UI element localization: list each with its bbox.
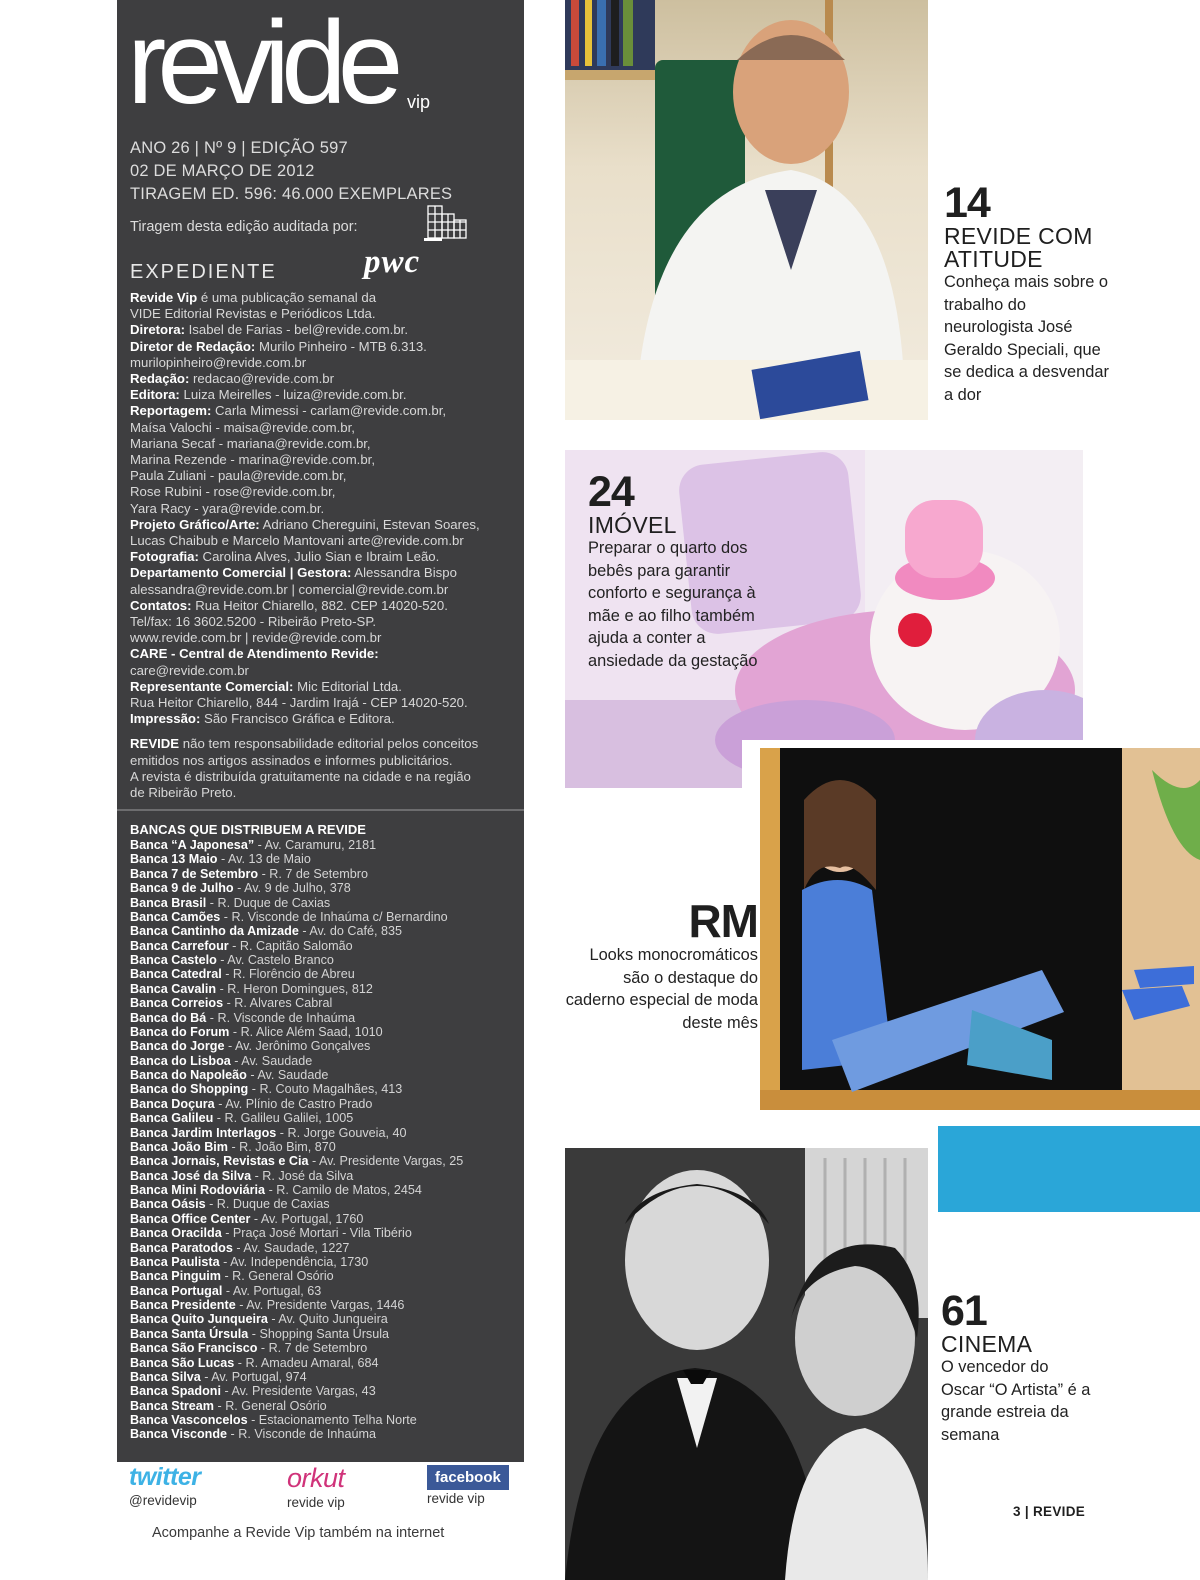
banca-name: Banca do Napoleão [130,1068,247,1082]
banca-address: - R. Alice Além Saad, 1010 [229,1024,383,1039]
banca-list-item [130,1284,520,1298]
disclaimer-line [130,769,520,785]
expediente-line [130,679,520,695]
banca-name: Banca Doçura [130,1096,215,1111]
disclaimer-line [130,753,520,769]
expediente-line [130,306,520,322]
expediente-line-text: murilopinheiro@revide.com.br [130,354,307,370]
facebook-handle: revide vip [427,1491,485,1506]
doctor-photo [565,0,928,420]
banca-address: - R. Visconde de Inhaúma [206,1010,356,1025]
twitter-logo[interactable]: twitter [129,1463,201,1491]
orkut-block[interactable] [287,1463,345,1510]
expediente-line [130,501,520,517]
expediente-line-text: Rose Rubini - rose@revide.com.br, [130,484,336,500]
banca-address: - R. Visconde de Inhaúma c/ Bernardino [220,909,448,924]
disclaimer-line-text: de Ribeirão Preto. [130,785,237,801]
banca-list-item [130,924,520,938]
feature-heading: CINEMA [941,1331,1033,1357]
banca-name: Banca Oásis [130,1197,206,1212]
banca-address: - Av. Presidente Vargas, 43 [220,1384,376,1399]
banca-list-item [130,996,520,1010]
banca-address: - R. 7 de Setembro [258,866,368,881]
expediente-line [130,484,520,500]
banca-address: - R. José da Silva [251,1168,354,1183]
banca-list-item [130,852,520,866]
banca-address: - R. Florêncio de Abreu [221,967,355,982]
expediente-disclaimer [130,736,520,801]
expediente-line [130,630,520,646]
banca-name: Banca 13 Maio [130,852,218,867]
banca-address: - Av. do Café, 835 [298,924,403,939]
banca-name: Banca Mini Rodoviária [130,1183,266,1197]
date-line: 02 DE MARÇO DE 2012 [130,162,315,180]
banca-name: Banca Pinguim [130,1269,221,1284]
banca-list-item [130,838,520,852]
banca-list-item [130,1140,520,1154]
expediente-lines [130,290,520,727]
banca-address: - R. Amadeu Amaral, 684 [234,1355,379,1370]
expediente-line-label: Reportagem: [130,403,212,419]
expediente-line [130,403,520,419]
feature-description: Conheça mais sobre o trabalho do neurologista José Geraldo Speciali, que se dedica a desvendar a dor [944,273,1109,404]
expediente-line-label: Redação: [130,371,190,387]
expediente-line-label: Representante Comercial: [130,678,294,694]
banca-list-item [130,1341,520,1355]
expediente-line-text: Carolina Alves, Julio Sian e Ibraim Leão. [198,549,440,565]
banca-address: - R. João Bim, 870 [227,1139,336,1154]
disclaimer-line-text: não tem responsabilidade editorial pelos conceitos [179,736,479,752]
banca-name: Banca Visconde [130,1427,228,1442]
banca-name: Banca Correios [130,996,224,1011]
banca-address: - Av. Castelo Branco [216,953,334,967]
banca-name: Banca Jornais, Revistas e Cia [130,1154,309,1169]
banca-list-item [130,1212,520,1226]
banca-name: Banca São Francisco [130,1341,258,1356]
banca-list-item [130,1197,520,1211]
banca-list-item [130,1241,520,1255]
banca-list-item [130,1097,520,1111]
expediente-line-text: care@revide.com.br [130,662,249,678]
expediente-line-label: Diretor de Redação: [130,338,256,354]
banca-address: - R. Duque de Caxias [206,895,331,910]
doctor-illustration [565,0,928,420]
expediente-line-text: Carla Mimessi - carlam@revide.com.br, [211,403,447,419]
expediente-line-text: Rua Heitor Chiarello, 844 - Jardim Irajá - CEP 14020-520. [130,695,468,711]
expediente-line-text: Alessandra Bispo [351,565,457,581]
expediente-line [130,387,520,403]
banca-name: Banca Castelo [130,953,217,967]
banca-name: Banca José da Silva [130,1168,252,1183]
expediente-line-text: Luiza Meirelles - luiza@revide.com.br. [179,387,407,403]
revide-vip-sub-logo: vip [407,92,431,112]
left-info-column [117,0,524,1462]
expediente-line-text: São Francisco Gráfica e Editora. [200,711,395,727]
banca-list-item [130,1427,520,1441]
expediente-line [130,549,520,565]
banca-name: Banca 7 de Setembro [130,866,259,881]
banca-address: - Shopping Santa Úrsula [248,1326,390,1341]
expediente-line [130,663,520,679]
feature-page-number: 14 [944,179,990,227]
banca-address: - Av. Portugal, 974 [200,1369,307,1384]
expediente-line-label: Revide Vip [130,290,198,305]
banca-list-item [130,1025,520,1039]
expediente-line [130,468,520,484]
banca-address: - Av. Portugal, 63 [222,1283,322,1298]
expediente-line [130,646,520,662]
page-number: 3 | REVIDE [1013,1504,1086,1519]
feature-description: Preparar o quarto dos bebês para garantir conforto e segurança à mãe e ao filho também ajuda a conter a ansiedade da gestação [588,539,758,670]
banca-address: - R. Visconde de Inhaúma [227,1427,376,1442]
expediente-line [130,582,520,598]
banca-name: Banca Catedral [130,967,222,982]
banca-address: - Av. Presidente Vargas, 25 [308,1154,464,1169]
expediente-line-label: Editora: [130,387,180,403]
expediente-line [130,695,520,711]
expediente-line-text: alessandra@revide.com.br | comercial@revide.com.br [130,581,449,597]
banca-address: - Av. 13 de Maio [217,852,311,867]
twitter-handle: @revidevip [129,1493,197,1508]
banca-name: Banca do Forum [130,1024,230,1039]
expediente-line-text: VIDE Editorial Revistas e Periódicos Ltda. [130,306,376,322]
twitter-block[interactable] [129,1463,201,1508]
banca-address: - Av. 9 de Julho, 378 [233,881,351,896]
banca-list-item [130,1413,520,1427]
expediente-line-label: Projeto Gráfico/Arte: [130,516,260,532]
banca-address: - R. General Osório [220,1269,334,1284]
expediente-line-text: Paula Zuliani - paula@revide.com.br, [130,468,347,484]
banca-name: Banca “A Japonesa” [130,838,255,852]
banca-list-item [130,1054,520,1068]
feature-revide-com-atitude[interactable] [944,179,1114,406]
banca-name: Banca Galileu [130,1111,214,1126]
banca-name: Banca Oracilda [130,1226,222,1241]
bancas-title: BANCAS QUE DISTRIBUEM A REVIDE [130,822,366,837]
expediente-line-text: Mic Editorial Ltda. [293,678,402,694]
banca-name: Banca do Lisboa [130,1053,231,1068]
banca-address: - Av. Caramuru, 2181 [254,838,377,852]
follow-online-text: Acompanhe a Revide Vip também na internet [152,1525,445,1541]
banca-list-item [130,1039,520,1053]
banca-name: Banca Camões [130,909,221,924]
expediente-body [130,290,520,801]
feature-heading: IMÓVEL [588,512,677,538]
banca-name: Banca Stream [130,1398,214,1413]
feature-description: O vencedor do Oscar “O Artista” é a grande estreia da semana [941,1358,1091,1444]
circulation-line: TIRAGEM ED. 596: 46.000 EXEMPLARES [130,185,453,203]
banca-name: Banca Paulista [130,1254,220,1269]
banca-list-item [130,1269,520,1283]
banca-list-item [130,953,520,967]
expediente-line-label: Fotografia: [130,549,199,565]
banca-name: Banca do Bá [130,1010,207,1025]
expediente-line [130,565,520,581]
banca-address: - Av. Jerônimo Gonçalves [224,1039,371,1054]
banca-list-item [130,881,520,895]
banca-list-item [130,1169,520,1183]
banca-list-item [130,867,520,881]
expediente-line-text: Rua Heitor Chiarello, 882. CEP 14020-520. [191,597,448,613]
banca-list-item [130,1327,520,1341]
expediente-line [130,452,520,468]
banca-address: - R. Heron Domingues, 812 [216,981,373,996]
banca-address: - R. Camilo de Matos, 2454 [265,1183,422,1197]
facebook-block[interactable] [427,1463,509,1506]
banca-address: - Av. Plínio de Castro Prado [214,1096,373,1111]
revide-logo: revide [127,0,395,129]
section-divider [117,809,524,811]
expediente-line-text: Maísa Valochi - maisa@revide.com.br, [130,419,355,435]
disclaimer-line [130,736,520,752]
banca-name: Banca João Bim [130,1139,228,1154]
expediente-line-text: redacao@revide.com.br [189,371,334,387]
banca-list-item [130,1298,520,1312]
banca-list-item [130,967,520,981]
cinema-photo [565,1148,928,1580]
feature-heading: REVIDE COM ATITUDE [944,223,1093,272]
banca-list-item [130,1384,520,1398]
feature-page-number: 61 [941,1287,987,1335]
expediente-line-text: Adriano Chereguini, Estevan Soares, [259,516,480,532]
expediente-line [130,290,520,306]
audit-line: Tiragem desta edição auditada por: [130,219,358,235]
feature-cinema[interactable] [941,1287,1091,1446]
banca-list-item [130,1183,520,1197]
expediente-line-label: CARE - Central de Atendimento Revide: [130,646,379,662]
feature-imovel[interactable] [588,468,758,672]
expediente-line [130,517,520,533]
banca-list-item [130,1126,520,1140]
banca-address: - Praça José Mortari - Vila Tibério [221,1226,412,1241]
expediente-line-text: é uma publicação semanal da [197,290,377,305]
expediente-title: EXPEDIENTE [130,261,277,283]
feature-page-number: 24 [588,468,634,516]
expediente-line [130,420,520,436]
banca-address: - Av. Saudade [246,1068,329,1082]
expediente-line [130,614,520,630]
banca-name: Banca Santa Úrsula [130,1326,249,1341]
banca-address: - Av. Presidente Vargas, 1446 [235,1298,405,1312]
banca-name: Banca Office Center [130,1211,251,1226]
banca-name: Banca Spadoni [130,1384,221,1399]
banca-name: Banca Cavalin [130,981,217,996]
banca-list-item [130,1082,520,1096]
disclaimer-line-text: emitidos nos artigos assinados e informes publicitários. [130,752,453,768]
orkut-logo[interactable]: orkut [287,1463,345,1493]
banca-list-item [130,1312,520,1326]
issue-meta [130,137,452,206]
banca-list-item [130,982,520,996]
banca-address: - R. Capitão Salomão [228,938,353,953]
expediente-line-text: www.revide.com.br | revide@revide.com.br [130,630,382,646]
banca-list-item [130,939,520,953]
expediente-line-label: Impressão: [130,711,201,727]
banca-list-item [130,1226,520,1240]
expediente-line [130,371,520,387]
feature-rm[interactable] [560,895,758,1034]
expediente-line [130,711,520,727]
banca-list-item [130,1111,520,1125]
banca-name: Banca Portugal [130,1283,223,1298]
banca-list-item [130,1068,520,1082]
banca-list-item [130,1370,520,1384]
expediente-line-text: Lucas Chaibub e Marcelo Mantovani arte@revide.com.br [130,533,464,549]
facebook-logo[interactable]: facebook [427,1465,509,1490]
banca-name: Banca Presidente [130,1298,236,1312]
cinema-illustration [565,1148,928,1580]
banca-address: - R. 7 de Setembro [257,1341,368,1356]
expediente-line-label: Diretora: [130,322,185,338]
expediente-line [130,322,520,338]
banca-address: - Av. Independência, 1730 [219,1254,369,1269]
banca-name: Banca Cantinho da Amizade [130,924,299,939]
banca-address: - R. Jorge Gouveia, 40 [276,1125,407,1140]
expediente-line [130,533,520,549]
expediente-line [130,355,520,371]
feature-description: Looks monocromáticos são o destaque do caderno especial de moda deste mês [565,946,758,1032]
banca-address: - Av. Saudade [230,1053,313,1068]
banca-address: - R. General Osório [214,1398,327,1413]
banca-list-item [130,1154,520,1168]
bancas-list [130,838,520,1442]
banca-name: Banca Silva [130,1369,201,1384]
feature-section-tag: RM [688,895,758,947]
banca-name: Banca Paratodos [130,1240,233,1255]
expediente-line-text: Yara Racy - yara@revide.com.br. [130,500,325,516]
banca-list-item [130,1399,520,1413]
banca-name: Banca Vasconcelos [130,1413,248,1427]
issue-line: ANO 26 | Nº 9 | EDIÇÃO 597 [130,139,348,157]
pwc-logo: pwc [364,244,421,280]
banca-address: - R. Galileu Galilei, 1005 [213,1111,354,1126]
expediente-line-label: Departamento Comercial | Gestora: [130,565,352,581]
banca-address: - R. Duque de Caxias [205,1197,330,1212]
banca-address: - R. Couto Magalhães, 413 [248,1082,403,1097]
pwc-building-icon [424,204,470,242]
expediente-line-text: Isabel de Farias - bel@revide.com.br. [184,322,408,338]
banca-address: - R. Alvares Cabral [223,996,333,1011]
banca-name: Banca São Lucas [130,1355,235,1370]
banca-list-item [130,1255,520,1269]
disclaimer-line-label: REVIDE [130,736,180,752]
expediente-line-text: Marina Rezende - marina@revide.com.br, [130,452,375,468]
banca-address: - Av. Portugal, 1760 [250,1211,364,1226]
banca-name: Banca 9 de Julho [130,881,234,896]
expediente-line-text: Tel/fax: 16 3602.5200 - Ribeirão Preto-SP. [130,614,377,630]
banca-address: - Av. Saudade, 1227 [232,1240,350,1255]
banca-list-item [130,910,520,924]
banca-list-item [130,1356,520,1370]
banca-name: Banca Brasil [130,895,207,910]
banca-name: Banca Jardim Interlagos [130,1125,277,1140]
banca-list-item [130,896,520,910]
expediente-line [130,598,520,614]
expediente-line [130,339,520,355]
banca-name: Banca Quito Junqueira [130,1312,268,1327]
expediente-line-text: Mariana Secaf - mariana@revide.com.br, [130,435,371,451]
disclaimer-line-text: A revista é distribuída gratuitamente na cidade e na região [130,768,471,784]
banca-name: Banca do Jorge [130,1039,225,1054]
banca-name: Banca do Shopping [130,1082,249,1097]
expediente-line-text: Murilo Pinheiro - MTB 6.313. [255,338,427,354]
expediente-line-label: Contatos: [130,597,192,613]
expediente-line [130,436,520,452]
orkut-handle: revide vip [287,1495,345,1510]
banca-address: - Estacionamento Telha Norte [247,1413,417,1427]
banca-address: - Av. Quito Junqueira [267,1312,388,1327]
disclaimer-line [130,785,520,801]
banca-list-item [130,1011,520,1025]
banca-name: Banca Carrefour [130,938,229,953]
